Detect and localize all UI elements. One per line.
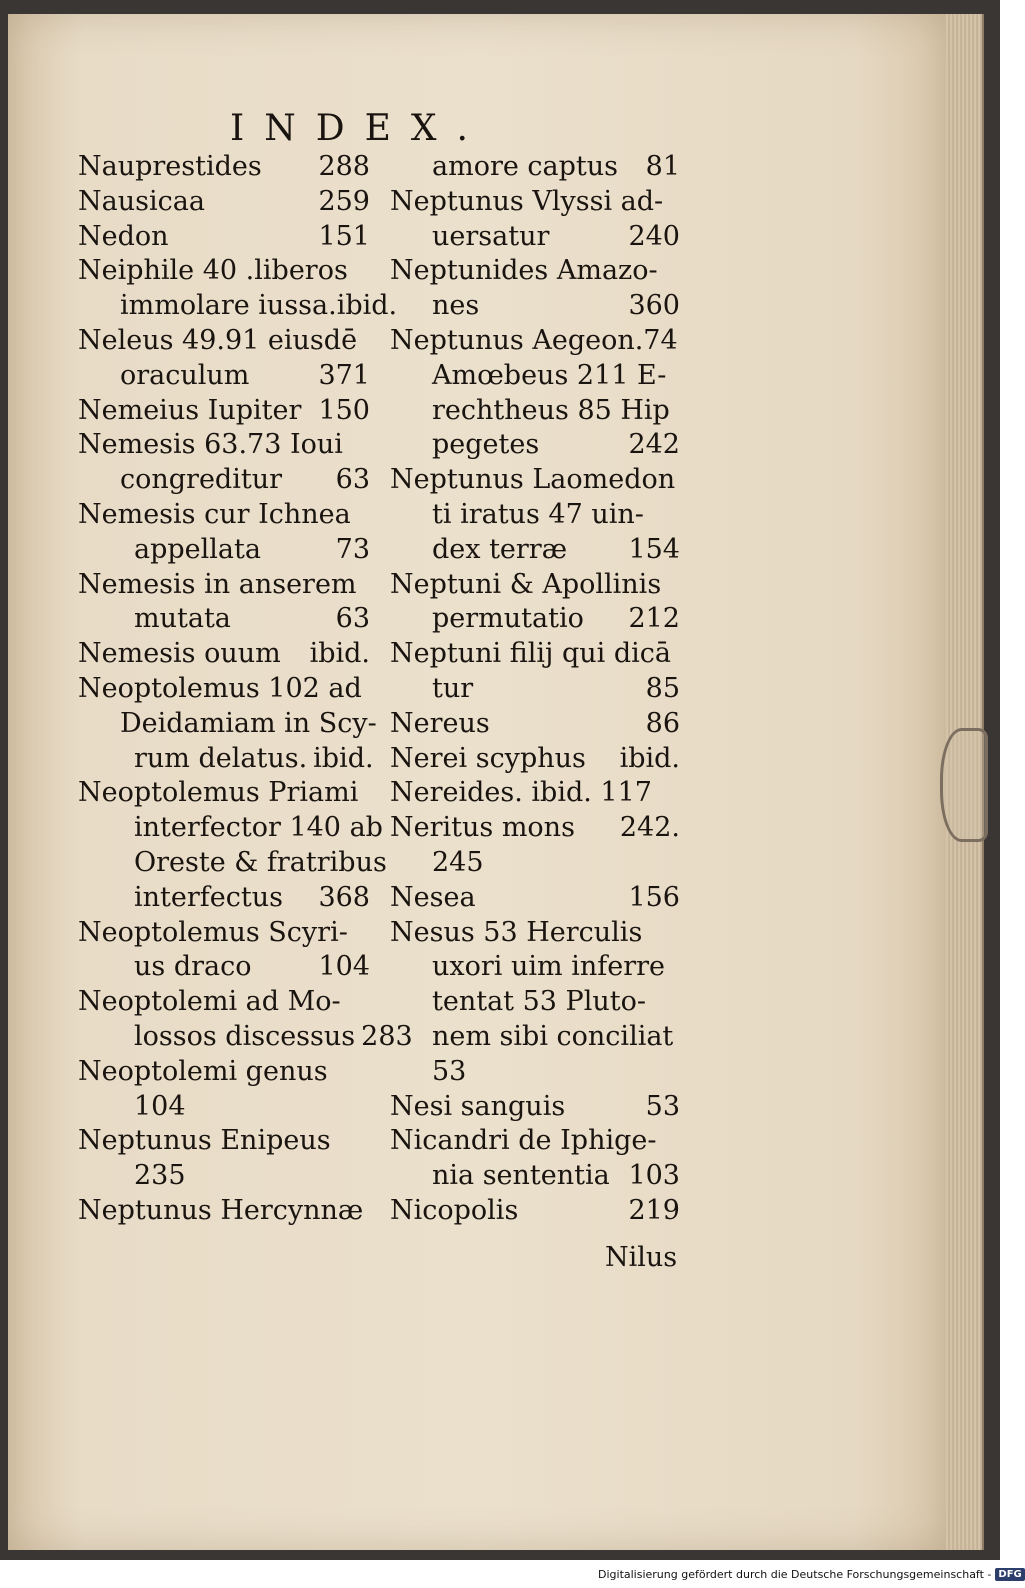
index-entry: [78, 637, 370, 672]
index-entry-text: Nicandri de Iphige-: [390, 1125, 657, 1157]
index-entry-page: 150: [318, 394, 370, 426]
index-entry: [78, 811, 383, 846]
index-entry-page: 242: [628, 429, 680, 461]
index-entry-text: Nemesis cur Ichnea: [78, 498, 351, 530]
index-entry: [390, 428, 680, 463]
index-entry: [390, 811, 680, 846]
index-entry-text: 53: [432, 1055, 467, 1087]
index-entry-text: 245: [432, 846, 484, 878]
index-entry-page: 86: [645, 707, 680, 739]
index-entry-text: pegetes: [432, 429, 540, 461]
index-entry: [78, 150, 370, 185]
index-entry-text: Nesi sanguis: [390, 1090, 566, 1122]
index-entry-page: 371: [318, 359, 370, 391]
index-entry-text: Nicopolis: [390, 1194, 519, 1226]
index-entry-text: Nereides. ibid. 117: [390, 777, 652, 809]
index-entry-text: nia sententia: [432, 1160, 610, 1192]
index-entry: [78, 776, 370, 811]
index-entry-page: 104: [318, 951, 370, 983]
index-entry-text: interfector 140 ab: [134, 812, 383, 844]
index-entry: [78, 1194, 370, 1229]
index-entry-text: Deidamiam in Scy-: [120, 707, 377, 739]
index-entry-text: mutata: [134, 603, 231, 635]
index-entry-text: permutatio: [432, 603, 584, 635]
index-entry: [390, 1194, 680, 1229]
index-column-right: [390, 150, 680, 1229]
index-entry: [78, 985, 370, 1020]
index-entry-page: 81: [645, 151, 680, 182]
index-entry: [78, 359, 370, 394]
index-entry: [78, 533, 370, 568]
index-column-left: [78, 150, 413, 1229]
index-entry: [390, 672, 680, 707]
index-entry-page: 63: [335, 464, 370, 496]
index-entry: [78, 1020, 413, 1055]
index-entry-text: Nereus: [390, 707, 490, 739]
index-entry: [390, 1055, 680, 1090]
index-entry: [390, 742, 680, 777]
index-entry-text: us draco: [134, 951, 252, 983]
index-entry-text: tentat 53 Pluto-: [432, 986, 646, 1018]
index-entry-text: Nemesis 63.73 Ioui: [78, 429, 343, 461]
index-entry-text: Neleus 49.91 eiusdē: [78, 324, 358, 356]
index-entry: [390, 707, 680, 742]
index-entry-page: 63: [335, 603, 370, 635]
digitization-footer: [598, 1563, 1022, 1585]
index-entry: [390, 602, 680, 637]
index-entry-text: Neiphile 40 .liberos: [78, 255, 348, 287]
index-entry: [78, 568, 370, 603]
index-entry-text: Neoptolemus Scyri-: [78, 916, 348, 948]
index-entry-text: 104: [134, 1090, 186, 1122]
index-entry-text: rechtheus 85 Hip: [432, 394, 670, 426]
index-entry-text: ti iratus 47 uin-: [432, 498, 644, 530]
index-entry-page: 283: [361, 1020, 413, 1052]
index-entry-page: ibid.: [619, 742, 680, 774]
index-entry-text: nes: [432, 290, 480, 322]
index-entry-text: dex terræ: [432, 533, 568, 565]
index-entry-text: Neoptolemi genus: [78, 1055, 328, 1087]
index-entry: [390, 463, 680, 498]
index-entry-text: Nauprestides: [78, 151, 262, 182]
index-entry-text: Nemesis in anserem: [78, 568, 357, 600]
index-entry: [78, 707, 377, 742]
index-entry-text: Amœbeus 211 E-: [432, 359, 667, 391]
index-entry: [390, 637, 680, 672]
index-entry: [78, 428, 370, 463]
index-entry: [390, 568, 680, 603]
index-entry: [78, 1159, 370, 1194]
index-entry-page: 156: [628, 881, 680, 913]
index-entry-text: Neritus mons: [390, 812, 575, 844]
index-entry-text: 235: [134, 1160, 186, 1192]
index-entry-page: 154: [628, 533, 680, 565]
index-entry-page: 212: [628, 603, 680, 635]
index-entry-page: 103: [628, 1160, 680, 1192]
index-entry: [390, 916, 680, 951]
index-entry: [390, 1159, 680, 1194]
index-entry-text: Nedon: [78, 220, 169, 252]
index-entry-text: Neptunides Amazo-: [390, 255, 658, 287]
index-entry-page: 240: [628, 220, 680, 252]
index-entry: [78, 498, 370, 533]
index-entry-text: immolare iussa.ibid.: [120, 290, 398, 322]
index-entry: [390, 394, 680, 429]
index-entry-page: 219: [628, 1194, 680, 1226]
index-entry: [78, 185, 370, 220]
index-entry: [78, 846, 387, 881]
index-entry: [390, 359, 680, 394]
index-entry: [78, 1124, 370, 1159]
index-entry-text: Nesus 53 Herculis: [390, 916, 643, 948]
footer-text: Digitalisierung gefördert durch die Deutsche Forschungsgemeinschaft -: [598, 1567, 992, 1581]
index-entry: [78, 742, 374, 777]
index-entry: [78, 289, 398, 324]
index-entry: [78, 672, 370, 707]
index-entry-text: Nausicaa: [78, 185, 205, 217]
index-entry-text: Nemesis ouum: [78, 638, 281, 670]
index-entry: [390, 324, 680, 359]
index-entry: [78, 394, 370, 429]
index-entry: [78, 1090, 370, 1125]
index-entry-text: nem sibi conciliat: [432, 1020, 674, 1052]
index-entry: [390, 1124, 680, 1159]
index-entry-text: Nesea: [390, 881, 476, 913]
index-entry: [390, 220, 680, 255]
index-entry-text: Nemeius Iupiter: [78, 394, 302, 426]
index-entry-page: 368: [318, 881, 370, 913]
index-entry: [78, 324, 370, 359]
index-entry-text: Neptunus Vlyssi ad-: [390, 185, 664, 217]
index-entry: [78, 602, 370, 637]
index-entry-text: Neoptolemus Priami: [78, 777, 359, 809]
index-entry-text: Neptunus Enipeus: [78, 1125, 331, 1157]
index-entry-text: Nerei scyphus: [390, 742, 586, 774]
index-entry: [390, 533, 680, 568]
index-entry-text: Neptunus Aegeon.74: [390, 324, 678, 356]
index-entry-page: 242.: [619, 812, 680, 844]
index-entry: [78, 220, 370, 255]
index-entry-page: ibid.: [309, 638, 370, 670]
index-entry-text: amore captus: [432, 151, 619, 182]
index-entry-text: tur: [432, 672, 474, 704]
index-entry-text: appellata: [134, 533, 261, 565]
page-header: INDEX.: [230, 108, 488, 149]
index-entry: [390, 289, 680, 324]
index-entry-text: Neptunus Laomedon: [390, 464, 676, 496]
index-entry-page: 151: [318, 220, 370, 252]
index-entry: [390, 776, 680, 811]
index-entry-page: 53: [645, 1090, 680, 1122]
index-entry-page: 85: [645, 672, 680, 704]
index-entry: [78, 254, 370, 289]
index-entry-text: Neptuni & Apollinis: [390, 568, 662, 600]
index-entry: [390, 498, 680, 533]
index-entry-text: lossos discessus: [134, 1020, 356, 1052]
index-entry: [78, 950, 370, 985]
index-entry: [78, 1055, 370, 1090]
index-entry: [390, 185, 680, 220]
index-entry: [390, 1090, 680, 1125]
index-entry: [390, 985, 680, 1020]
index-entry-text: interfectus: [134, 881, 283, 913]
index-entry: [390, 254, 680, 289]
index-entry-text: Neoptolemus 102 ad: [78, 672, 362, 704]
index-entry: [390, 1020, 680, 1055]
index-entry-text: rum delatus.: [134, 742, 308, 774]
index-entry: [390, 846, 680, 881]
index-entry-text: congreditur: [120, 464, 282, 496]
index-entry: [390, 881, 680, 916]
index-entry-text: oraculum: [120, 359, 250, 391]
index-entry-text: Oreste & fratribus: [134, 846, 387, 878]
index-entry: [390, 150, 680, 185]
index-entry: [78, 881, 370, 916]
index-entry-text: Neptunus Hercynnæ: [78, 1194, 364, 1226]
catchword: Nilus: [605, 1242, 678, 1273]
index-entry: [78, 463, 370, 498]
index-entry-page: 288: [318, 151, 370, 182]
dfg-logo: DFG: [995, 1568, 1024, 1581]
index-entry-page: 360: [628, 290, 680, 322]
index-entry-text: uxori uim inferre: [432, 951, 665, 983]
index-entry-text: Neptuni filij qui dicā: [390, 638, 671, 670]
index-entry-text: Neoptolemi ad Mo-: [78, 986, 341, 1018]
index-entry-text: uersatur: [432, 220, 550, 252]
book-clasp: [940, 728, 988, 842]
index-entry-page: 259: [318, 185, 370, 217]
index-entry: [78, 916, 370, 951]
index-entry-page: 73: [335, 533, 370, 565]
index-entry: [390, 950, 680, 985]
index-entry-page: ibid.: [313, 742, 374, 774]
